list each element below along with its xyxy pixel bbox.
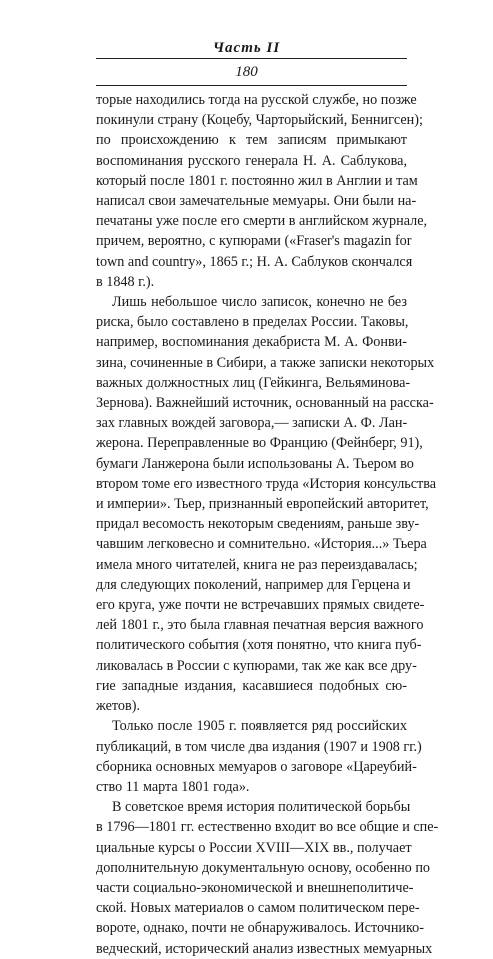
text-line: написал свои замечательные мемуары. Они были на- — [96, 193, 417, 210]
body-text — [96, 90, 439, 959]
text-line: причем, вероятно, с купюрами («Fraser's magazin for — [96, 233, 412, 250]
text-line: по происхождению к тем записям примыкают — [96, 132, 407, 149]
text-line: политического события (хотя понятно, что книга пуб- — [96, 637, 422, 654]
text-line: жерона. Переправленные во Францию (Фейнберг, 91), — [96, 435, 423, 452]
text-line: торые находились тогда на русской службе, но позже — [96, 92, 417, 108]
text-line: имела много читателей, книга не раз переиздавалась; — [96, 556, 418, 573]
text-line: лей 1801 г., это была главная печатная версия важного — [96, 617, 424, 634]
paragraph — [96, 716, 422, 797]
text-line: гие западные издания, касавшиеся подобных сю- — [96, 677, 407, 694]
text-line: Зернова). Важнейший источник, основанный на расска- — [96, 395, 434, 412]
text-line: печатаны уже после его смерти в английском журнале, — [96, 213, 428, 230]
header-rule-top — [96, 58, 407, 59]
running-header: Часть II — [212, 40, 281, 56]
text-line: риска, было составлено в пределах России. Таковы, — [96, 314, 409, 331]
text-line: чавшим легковесно и сомнительно. «История...» Тьера — [96, 536, 427, 553]
text-line: циальные курсы о России XVIII—XIX вв., получает — [96, 839, 412, 856]
text-line: который после 1801 г. постоянно жил в Англии и там — [96, 172, 418, 189]
text-line: сборника основных мемуаров о заговоре «Цареубий- — [96, 758, 417, 775]
text-line: публикаций, в том числе два издания (1907 и 1908 гг.) — [96, 738, 422, 755]
text-line: ведческий, исторический анализ известных мемуарных — [96, 940, 433, 957]
text-line: Лишь небольшое число записок, конечно не без — [112, 294, 407, 311]
text-line: придал весомость некоторым сведениям, раньше зву- — [96, 516, 420, 533]
header-rule-bottom — [96, 85, 407, 86]
text-line: Только после 1905 г. появляется ряд российских — [112, 718, 407, 735]
text-line: покинули страну (Коцебу, Чарторыйский, Беннигсен); — [96, 112, 423, 129]
paragraph — [96, 797, 439, 959]
paragraph — [96, 90, 428, 292]
text-line: зина, сочиненные в Сибири, а также записки некоторых — [96, 354, 435, 371]
text-line: бумаги Ланжерона были использованы А. Тьером во — [96, 455, 414, 472]
text-line: В советское время история политической борьбы — [112, 799, 411, 816]
text-line: ской. Новых материалов о самом политическом пере- — [96, 900, 420, 917]
text-line: ство 11 марта 1801 года». — [96, 778, 250, 795]
text-line: зах главных вождей заговора,— записки А. Ф. Лан- — [96, 415, 408, 432]
text-line: и империи». Тьер, признанный европейский авторитет, — [96, 496, 429, 513]
text-line: вороте, однако, почти не обнаруживалось. Источнико- — [96, 920, 424, 937]
text-line: важных должностных лиц (Гейкинга, Вельяминова- — [96, 374, 411, 391]
text-line: town and country», 1865 г.; Н. А. Саблуков скончался — [96, 253, 413, 270]
text-line: его круга, уже почти не встречавших прямых свидете- — [96, 597, 425, 614]
text-line: дополнительную документальную основу, особенно по — [96, 859, 431, 876]
text-line: в 1848 г.). — [96, 273, 155, 290]
text-line: для следующих поколений, например для Герцена и — [96, 576, 411, 593]
paragraph — [96, 292, 437, 716]
text-line: воспоминания русского генерала Н. А. Саблукова, — [96, 152, 407, 169]
text-line: ликовалась в России с купюрами, так же как все дру- — [96, 657, 417, 674]
text-line: втором томе его известного труда «История консульства — [96, 475, 437, 492]
text-line: например, воспоминания декабриста М. А. Фонви- — [96, 334, 407, 351]
page-number: 180 — [235, 64, 258, 80]
text-line: в 1796—1801 гг. естественно входит во все общие и спе- — [96, 819, 439, 836]
text-line: части социально-экономической и внешнеполитиче- — [96, 879, 414, 896]
text-line: жетов). — [96, 698, 140, 715]
